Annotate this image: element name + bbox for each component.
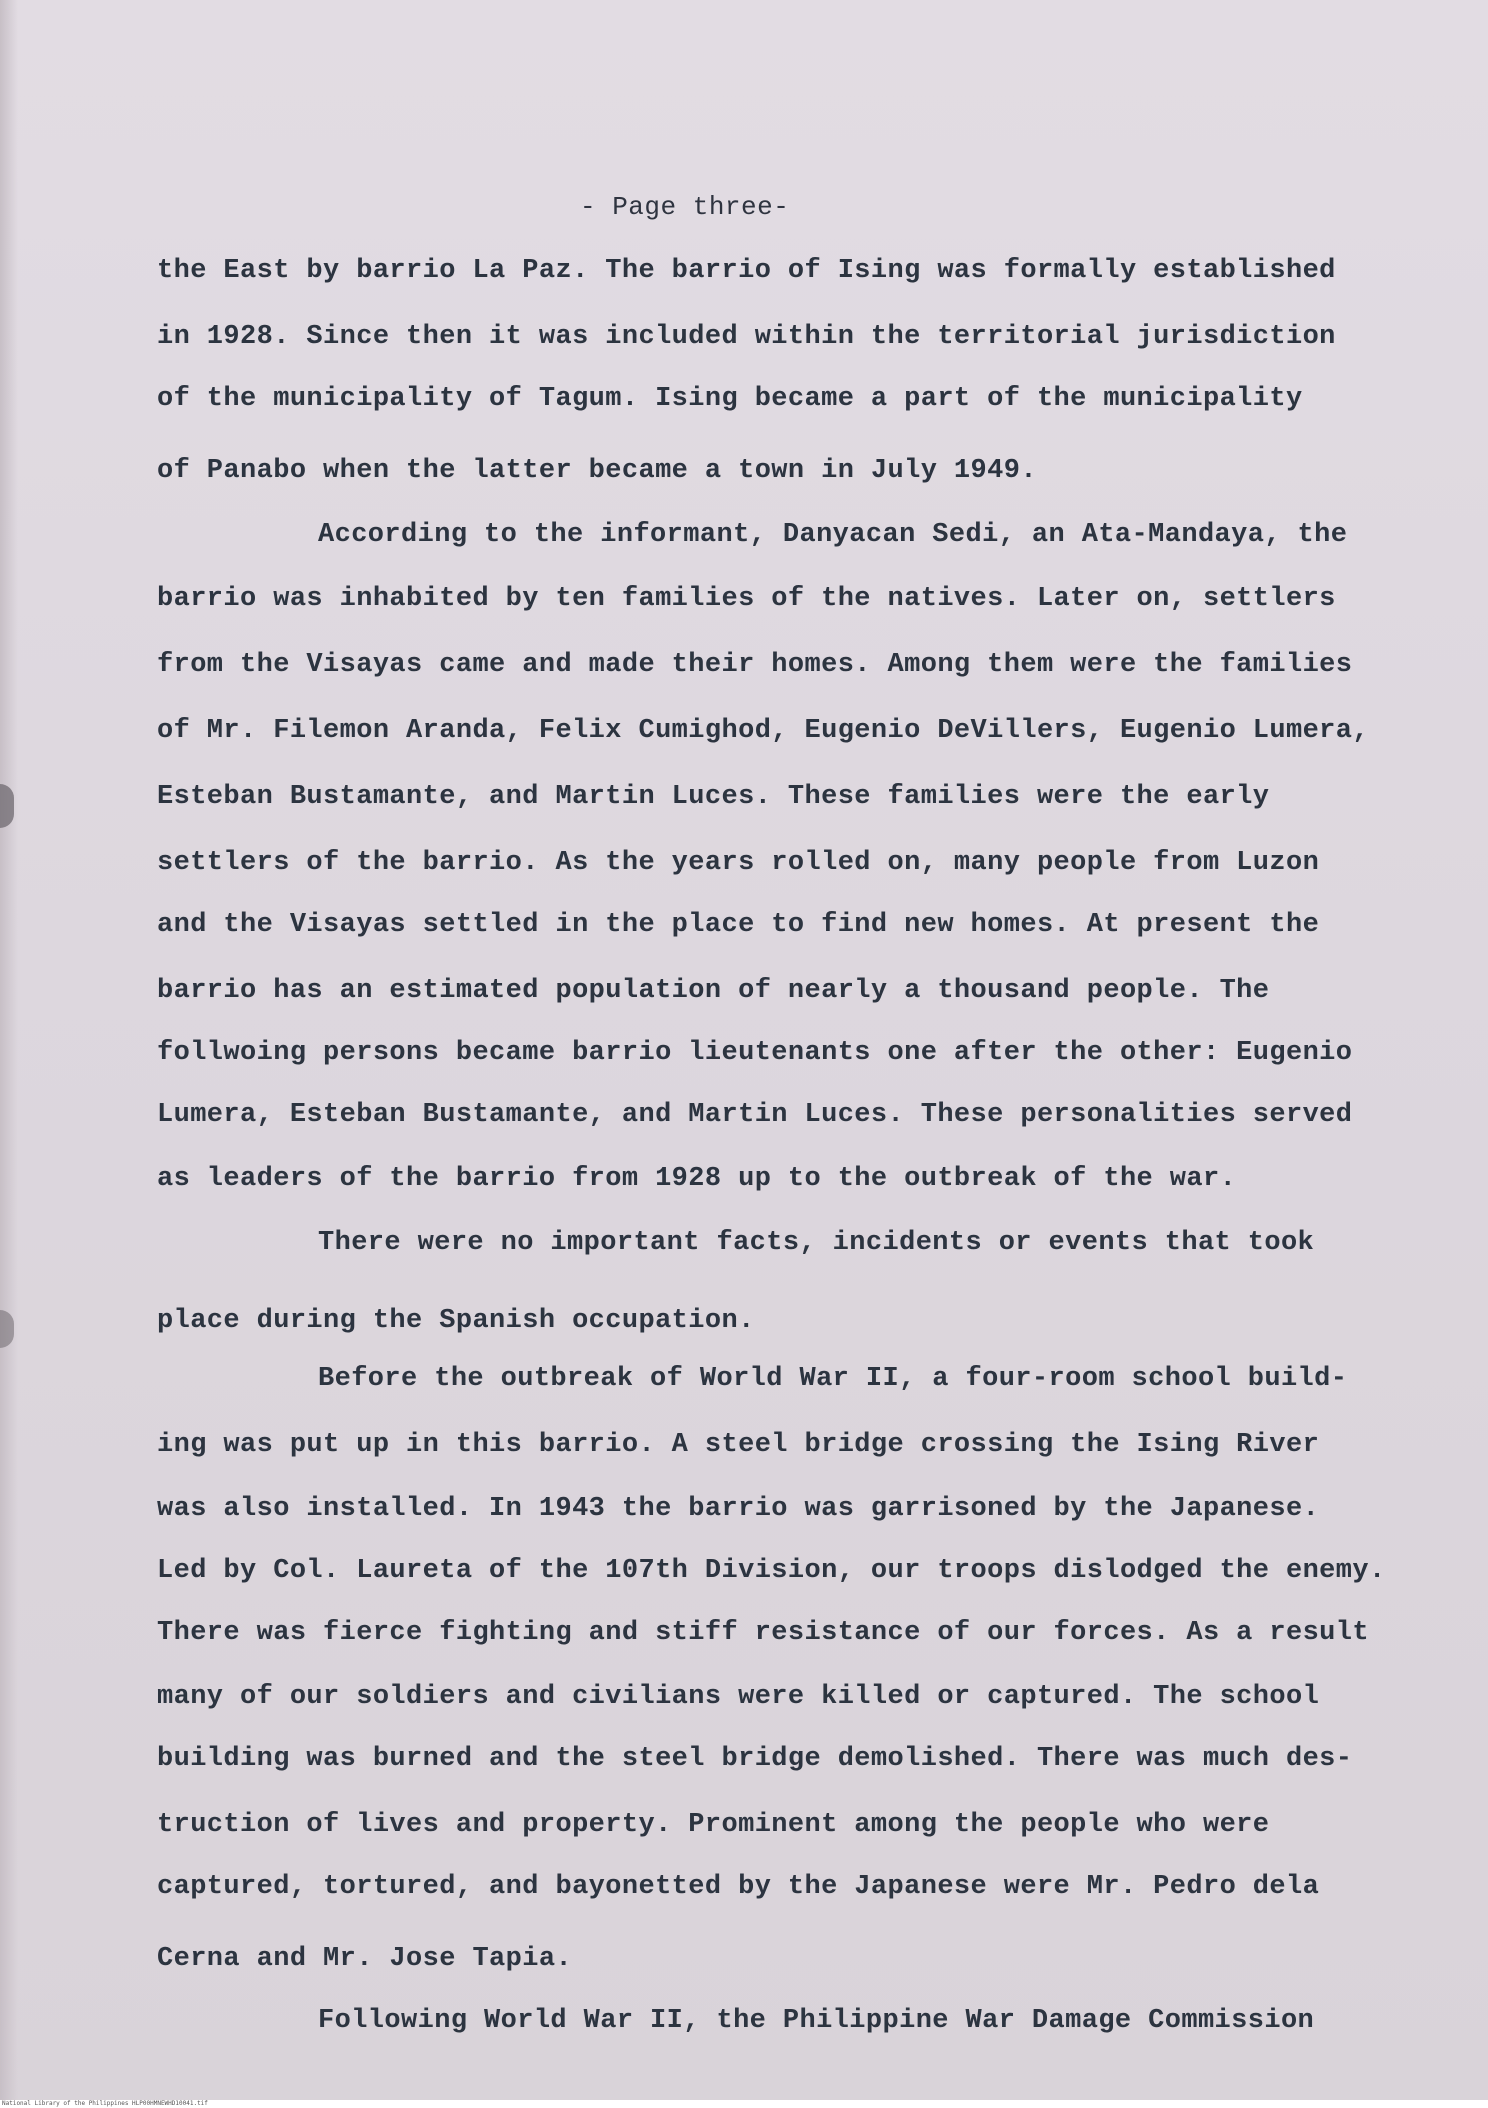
text-line: of Panabo when the latter became a town in July 1949. bbox=[157, 456, 1037, 486]
page-number-heading: - Page three- bbox=[580, 192, 790, 222]
text-line: building was burned and the steel bridge demolished. There was much des- bbox=[157, 1744, 1353, 1774]
text-line: and the Visayas settled in the place to find new homes. At present the bbox=[157, 910, 1320, 940]
text-line: There was fierce fighting and stiff resistance of our forces. As a result bbox=[157, 1618, 1369, 1648]
page-edge-shadow bbox=[0, 0, 18, 2100]
text-line: There were no important facts, incidents or events that took bbox=[318, 1228, 1315, 1258]
text-line: barrio has an estimated population of nearly a thousand people. The bbox=[157, 976, 1270, 1006]
text-line: truction of lives and property. Prominent among the people who were bbox=[157, 1810, 1270, 1840]
text-line: follwoing persons became barrio lieutenants one after the other: Eugenio bbox=[157, 1038, 1353, 1068]
text-line: of the municipality of Tagum. Ising became a part of the municipality bbox=[157, 384, 1303, 414]
text-line: ing was put up in this barrio. A steel bridge crossing the Ising River bbox=[157, 1430, 1320, 1460]
text-line: the East by barrio La Paz. The barrio of Ising was formally established bbox=[157, 256, 1336, 286]
footer-strip bbox=[0, 2100, 1488, 2108]
text-line: captured, tortured, and bayonetted by the Japanese were Mr. Pedro dela bbox=[157, 1872, 1320, 1902]
text-line: settlers of the barrio. As the years rolled on, many people from Luzon bbox=[157, 848, 1320, 878]
archive-credit: National Library of the Philippines HLP00HMNEWHD10041.tif bbox=[2, 2100, 208, 2107]
text-line: Following World War II, the Philippine War Damage Commission bbox=[318, 2006, 1315, 2036]
text-line: Cerna and Mr. Jose Tapia. bbox=[157, 1944, 573, 1974]
text-line: in 1928. Since then it was included within the territorial jurisdiction bbox=[157, 322, 1336, 352]
text-line: Before the outbreak of World War II, a four-room school build- bbox=[318, 1364, 1348, 1394]
text-line: Esteban Bustamante, and Martin Luces. These families were the early bbox=[157, 782, 1270, 812]
text-line: place during the Spanish occupation. bbox=[157, 1306, 755, 1336]
text-line: from the Visayas came and made their homes. Among them were the families bbox=[157, 650, 1353, 680]
text-line: Lumera, Esteban Bustamante, and Martin Luces. These personalities served bbox=[157, 1100, 1353, 1130]
text-line: as leaders of the barrio from 1928 up to the outbreak of the war. bbox=[157, 1164, 1237, 1194]
text-line: many of our soldiers and civilians were killed or captured. The school bbox=[157, 1682, 1320, 1712]
text-line: barrio was inhabited by ten families of the natives. Later on, settlers bbox=[157, 584, 1336, 614]
text-line: of Mr. Filemon Aranda, Felix Cumighod, Eugenio DeVillers, Eugenio Lumera, bbox=[157, 716, 1369, 746]
text-line: According to the informant, Danyacan Sedi, an Ata-Mandaya, the bbox=[318, 520, 1348, 550]
text-line: Led by Col. Laureta of the 107th Division, our troops dislodged the enemy. bbox=[157, 1556, 1386, 1586]
text-line: was also installed. In 1943 the barrio was garrisoned by the Japanese. bbox=[157, 1494, 1320, 1524]
